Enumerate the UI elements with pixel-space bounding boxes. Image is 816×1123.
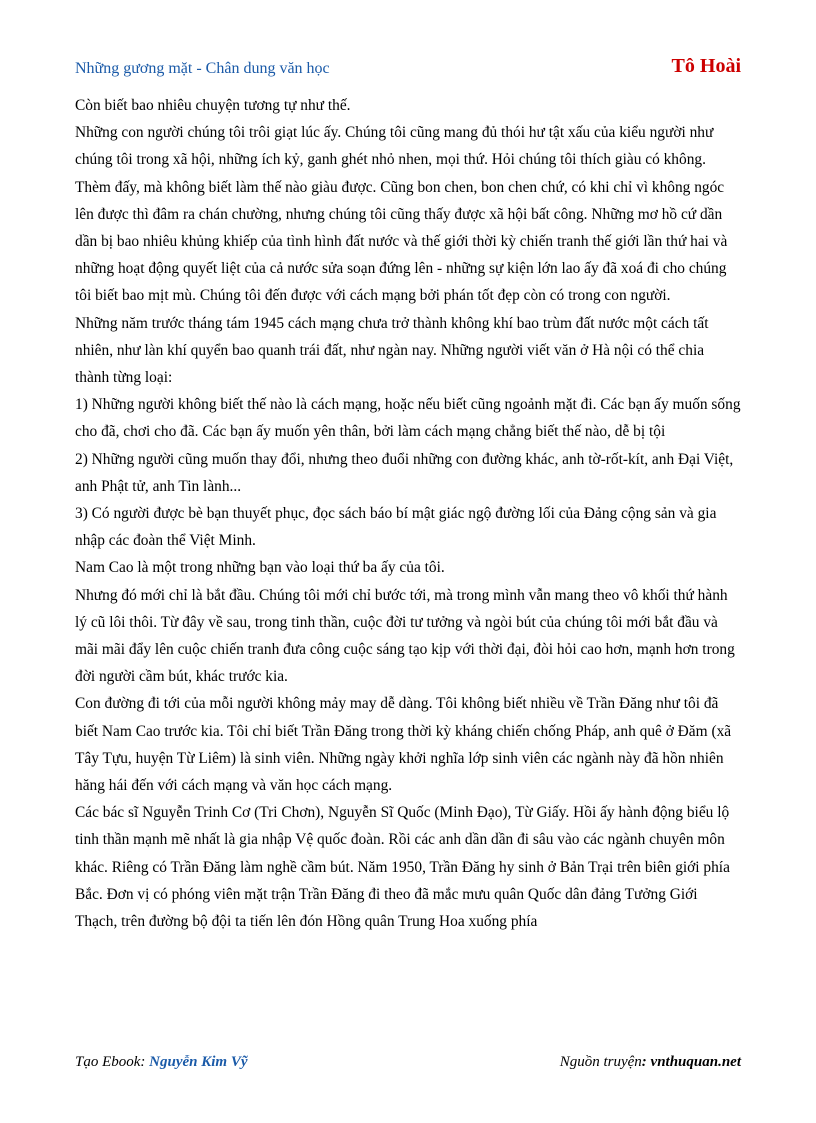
paragraph: Những năm trước tháng tám 1945 cách mạng chưa trở thành không khí bao trùm đất nước một cách tất nhiên, như làn khí quyển bao quanh trái đất, như ngàn nay. Những người viết văn ở Hà nội có thể chia thành từng loại:	[75, 314, 709, 387]
source-credit	[560, 1054, 741, 1071]
source-site: vnthuquan.net	[650, 1054, 741, 1070]
paragraph: Nam Cao là một trong những bạn vào loại thứ ba ấy của tôi.	[75, 559, 445, 577]
paragraph: Còn biết bao nhiêu chuyện tương tự như thế.	[75, 97, 351, 114]
page-body	[75, 92, 741, 935]
book-title: Những gương mặt - Chân dung văn học	[75, 60, 330, 77]
list-item-3: 3) Có người được bè bạn thuyết phục, đọc sách báo bí mật giác ngộ đường lối của Đảng cộng sản và gia nhập các đoàn thể Việt Minh.	[75, 505, 717, 550]
page-footer	[75, 1054, 741, 1071]
ebook-creator: Nguyễn Kim Vỹ	[149, 1054, 248, 1070]
list-item-2: 2) Những người cũng muốn thay đổi, nhưng theo đuổi những con đường khác, anh tờ-rốt-kít, anh Đại Việt, anh Phật tử, anh Tin lành...	[75, 450, 734, 495]
paragraph: Nhưng đó mới chỉ là bắt đầu. Chúng tôi mới chỉ bước tới, mà trong mình vẫn mang theo vô khối thứ hành lý cũ lôi thôi. Từ đây về sau, trong tinh thần, cuộc đời tư tưởng và ngòi bút của chúng tôi mới bắt đầu và mãi mãi đẩy lên cuộc chiến tranh đưa công cuộc sáng tạo kịp với thời đại, đòi hỏi cao hơn, mạnh hơn trong đời người cầm bút, khác trước kia.	[75, 586, 735, 686]
paragraph: Con đường đi tới của mỗi người không mảy may dễ dàng. Tôi không biết nhiều về Trần Đăng như tôi đã biết Nam Cao trước kia. Tôi chỉ biết Trần Đăng trong thời kỳ kháng chiến chống Pháp, anh quê ở Đăm (xã Tây Tựu, huyện Từ Liêm) là sinh viên. Những ngày khởi nghĩa lớp sinh viên các ngành này đã hồn nhiên hăng hái đến với cách mạng và văn học cách mạng.	[75, 695, 732, 795]
paragraph: Những con người chúng tôi trôi giạt lúc ấy. Chúng tôi cũng mang đủ thói hư tật xấu của kiểu người như chúng tôi trong xã hội, những ích kỷ, ganh ghét nhỏ nhen, mọi thứ. Hỏi chúng tôi thích giàu có không.	[75, 124, 714, 169]
source-separator: :	[641, 1054, 651, 1070]
ebook-separator: :	[140, 1054, 150, 1070]
list-item-1: 1) Những người không biết thế nào là cách mạng, hoặc nếu biết cũng ngoảnh mặt đi. Các bạn ấy muốn sống cho đã, chơi cho đã. Các bạn ấy muốn yên thân, bởi làm cách mạng chẳng biết thế nào, dễ bị tội	[75, 396, 741, 441]
source-label: Nguồn truyện	[559, 1054, 642, 1070]
paragraph: Các bác sĩ Nguyễn Trinh Cơ (Tri Chơn), Nguyễn Sĩ Quốc (Minh Đạo), Từ Giấy. Hồi ấy hành động biểu lộ tinh thần mạnh mẽ nhất là gia nhập Vệ quốc đoàn. Rồi các anh dần dần đi sâu vào các ngành chuyên môn khác. Riêng có Trần Đăng làm nghề cầm bút. Năm 1950, Trần Đăng hy sinh ở Bản Trại trên biên giới phía Bắc. Đơn vị có phóng viên mặt trận Trần Đăng đi theo đã mắc mưu quân Quốc dân đảng Tưởng Giới Thạch, trên đường bộ đội ta tiến lên đón Hồng quân Trung Hoa xuống phía	[75, 804, 730, 931]
paragraph: Thèm đấy, mà không biết làm thế nào giàu được. Cũng bon chen, bon chen chứ, có khi chỉ vì không ngóc lên được thì đâm ra chán chường, nhưng chúng tôi cũng thấy được xã hội bất công. Những mơ hồ cứ dần dần bị bao nhiêu khủng khiếp của tình hình đất nước và thế giới thời kỳ chiến tranh thế giới lần thứ hai và những hoạt động quyết liệt của cả nước sửa soạn đứng lên - những sự kiện lớn lao ấy đã xoá đi cho chúng tôi biết bao mịt mù. Chúng tôi đến được với cách mạng bởi phán tốt đẹp còn có trong con người.	[75, 178, 728, 305]
ebook-credit	[75, 1054, 248, 1071]
ebook-label: Tạo Ebook	[75, 1054, 141, 1070]
page-header	[75, 48, 741, 78]
author-name: Tô Hoài	[671, 55, 741, 77]
